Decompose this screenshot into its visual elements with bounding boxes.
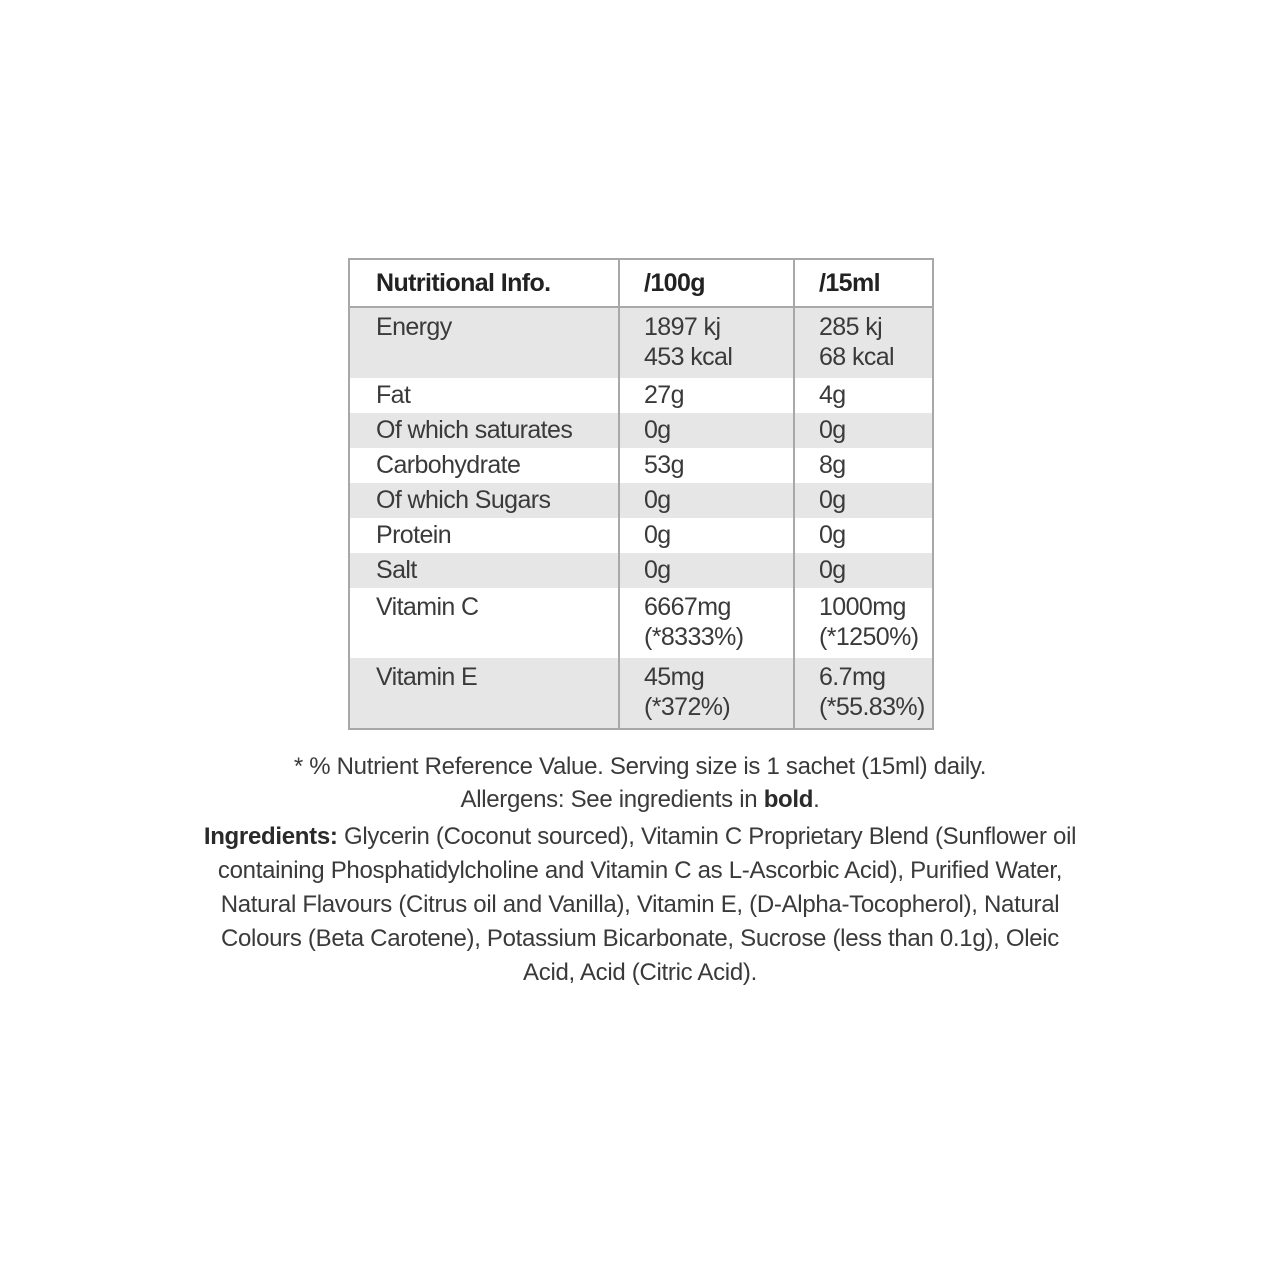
table-row-sugars [349,483,933,518]
value-per-15ml: 8g [794,448,933,483]
value-per-15ml: 6.7mg (*55.83%) [794,658,933,729]
value-per-100g: 0g [619,518,794,553]
value-per-15ml: 1000mg (*1250%) [794,588,933,658]
value-per-15ml: 4g [794,378,933,413]
table-header-row [349,259,933,307]
value-per-15ml: 0g [794,413,933,448]
value-per-15ml: 0g [794,553,933,588]
value-per-100g: 1897 kj 453 kcal [619,307,794,378]
value-per-15ml: 285 kj 68 kcal [794,307,933,378]
table-row-fat [349,378,933,413]
footnote-block [150,750,1130,990]
nutrient-name: Vitamin E [349,658,619,729]
table-row-protein [349,518,933,553]
table-row-carbohydrate [349,448,933,483]
ingredients-text: Glycerin (Coconut sourced), Vitamin C Proprietary Blend (Sunflower oil containing Phosphatidylcholine and Vitamin C as L-Ascorbic Acid), Purified Water, Natural Flavours (Citrus oil and Vanilla), Vitamin E, (D-Alpha-Tocopherol), Natural Colours (Beta Carotene), Potassium Bicarbonate, Sucrose (less than 0.1g), Oleic Acid, Acid (Citric Acid). [217,823,1077,986]
nutrient-name: Vitamin C [349,588,619,658]
value-per-100g: 27g [619,378,794,413]
nutrient-name: Carbohydrate [349,448,619,483]
table-row-saturates [349,413,933,448]
nutrient-name: Of which saturates [349,413,619,448]
header-per-15ml: /15ml [794,259,933,307]
value-per-100g: 0g [619,413,794,448]
table-row-vitamin-c [349,588,933,658]
table-row-energy [349,307,933,378]
nutrient-name: Of which Sugars [349,483,619,518]
nutrient-name: Energy [349,307,619,378]
nutrient-name: Fat [349,378,619,413]
value-per-15ml: 0g [794,483,933,518]
nutrition-table [348,258,934,730]
ingredients-paragraph [150,820,1130,990]
value-per-100g: 0g [619,483,794,518]
ingredients-label: Ingredients: [203,823,338,850]
value-per-15ml: 0g [794,518,933,553]
nrv-footnote: * % Nutrient Reference Value. Serving size is 1 sachet (15ml) daily. [293,753,987,780]
table-row-salt [349,553,933,588]
header-nutritional-info: Nutritional Info. [349,259,619,307]
value-per-100g: 45mg (*372%) [619,658,794,729]
value-per-100g: 0g [619,553,794,588]
header-per-100g: /100g [619,259,794,307]
table-row-vitamin-e [349,658,933,729]
nutrient-name: Salt [349,553,619,588]
allergens-note: Allergens: See ingredients in bold. [460,786,820,813]
value-per-100g: 53g [619,448,794,483]
allergens-bold-word: bold [763,786,814,813]
nutrient-name: Protein [349,518,619,553]
value-per-100g: 6667mg (*8333%) [619,588,794,658]
